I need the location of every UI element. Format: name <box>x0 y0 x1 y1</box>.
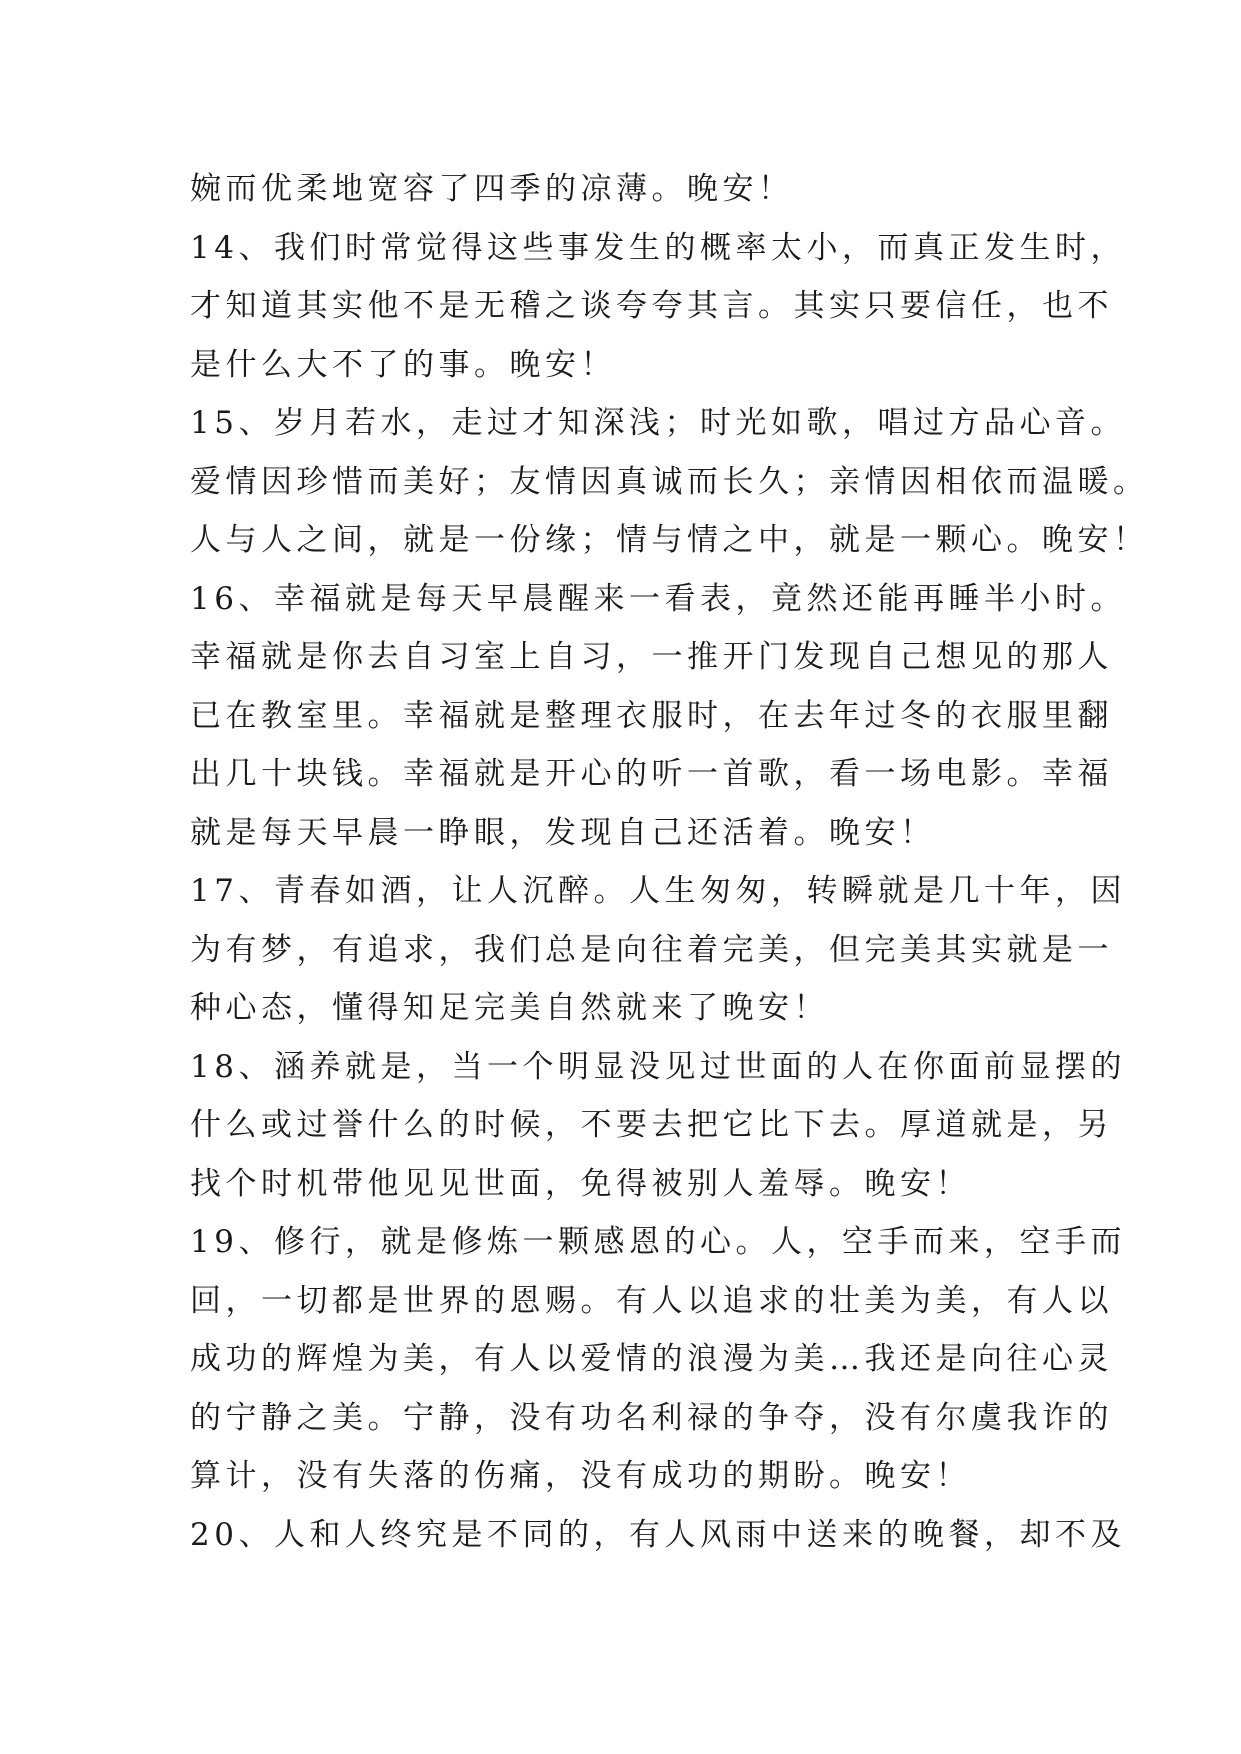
text-line: 18、涵养就是，当一个明显没见过世面的人在你面前显摆的 <box>190 1048 1126 1085</box>
text-line: 幸福就是你去自习室上自习，一推开门发现自己想见的那人 <box>190 639 1113 675</box>
text-line: 20、人和人终究是不同的，有人风雨中送来的晚餐，却不及 <box>190 1516 1126 1553</box>
text-line: 17、青春如酒，让人沉醉。人生匆匆，转瞬就是几十年，因 <box>190 873 1126 909</box>
text-line: 15、岁月若水，走过才知深浅；时光如歌，唱过方品心音。 <box>190 405 1126 441</box>
text-line: 婉而优柔地宽容了四季的凉薄。晚安！ <box>190 171 794 207</box>
text-line: 出几十块钱。幸福就是开心的听一首歌，看一场电影。幸福 <box>190 756 1113 792</box>
text-line: 14、我们时常觉得这些事发生的概率太小，而真正发生时， <box>190 229 1126 266</box>
text-line: 爱情因珍惜而美好；友情因真诚而长久；亲情因相依而温暖。 <box>190 463 1149 500</box>
text-line: 已在教室里。幸福就是整理衣服时，在去年过冬的衣服里翻 <box>190 697 1113 734</box>
text-line: 就是每天早晨一睁眼，发现自己还活着。晚安！ <box>190 814 936 851</box>
text-line: 19、修行，就是修炼一颗感恩的心。人，空手而来，空手而 <box>190 1224 1126 1260</box>
body-text <box>190 160 1149 1564</box>
text-line: 人与人之间，就是一份缘；情与情之中，就是一颗心。晚安！ <box>190 522 1149 558</box>
text-line: 是什么大不了的事。晚安！ <box>190 346 616 383</box>
text-line: 才知道其实他不是无稽之谈夸夸其言。其实只要信任，也不 <box>190 288 1113 324</box>
text-line: 算计，没有失落的伤痛，没有成功的期盼。晚安！ <box>190 1458 971 1494</box>
text-line: 种心态，懂得知足完美自然就来了晚安！ <box>190 990 829 1026</box>
text-line: 16、幸福就是每天早晨醒来一看表，竟然还能再睡半小时。 <box>190 580 1126 617</box>
text-line: 成功的辉煌为美，有人以爱情的浪漫为美…我还是向往心灵 <box>190 1341 1113 1377</box>
text-line: 找个时机带他见见世面，免得被别人羞辱。晚安！ <box>190 1165 971 1202</box>
text-line: 为有梦，有追求，我们总是向往着完美，但完美其实就是一 <box>190 931 1113 968</box>
text-line: 什么或过誉什么的时候，不要去把它比下去。厚道就是，另 <box>190 1107 1113 1143</box>
text-line: 的宁静之美。宁静，没有功名利禄的争夺，没有尔虞我诈的 <box>190 1399 1113 1436</box>
text-line: 回，一切都是世界的恩赐。有人以追求的壮美为美，有人以 <box>190 1282 1113 1319</box>
